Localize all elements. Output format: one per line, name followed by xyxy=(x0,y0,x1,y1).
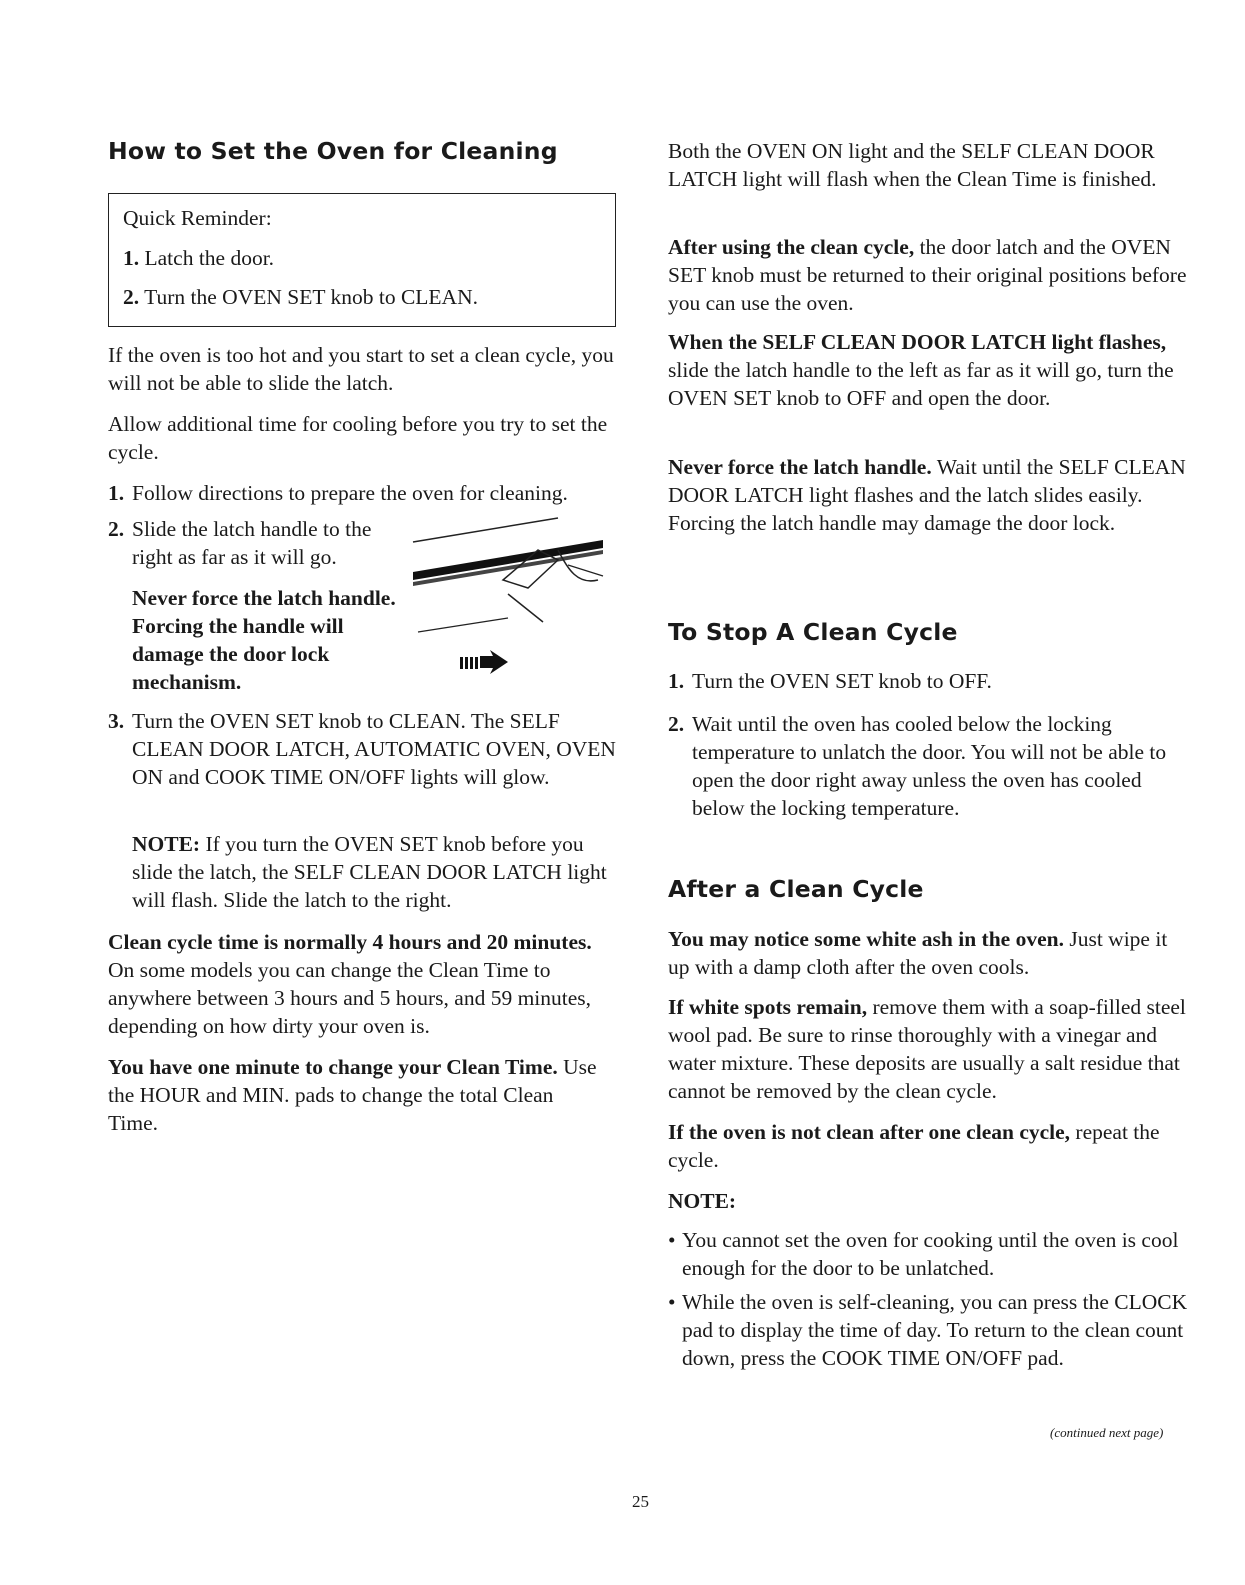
cooling-paragraph: Allow additional time for cooling before you try to set the cycle. xyxy=(108,412,608,464)
quick-reminder-step-1: 1. Latch the door. xyxy=(123,246,275,270)
white-spots-paragraph: If white spots remain, remove them with a soap-filled steel wool pad. Be sure to rinse thoroughly with a vinegar and water mixture. These deposits are usually a salt residue that cannot be removed by the clean cycle. xyxy=(668,995,1186,1103)
step-1: 1. Follow directions to prepare the oven for cleaning. xyxy=(108,481,568,505)
step-2-warning: Never force the latch handle. Forcing the handle will damage the door lock mechanism. xyxy=(132,586,396,694)
stop-step-2: 2. Wait until the oven has cooled below the locking temperature to unlatch the door. You will not be able to open the door right away unless the oven has cooled below the locking temperature. xyxy=(668,712,1167,820)
section-heading-stop-clean-cycle: To Stop A Clean Cycle xyxy=(668,618,958,646)
quick-reminder-box xyxy=(108,193,616,327)
white-ash-paragraph: You may notice some white ash in the oven. Just wipe it up with a damp cloth after the oven cools. xyxy=(668,927,1168,979)
continued-next-page: (continued next page) xyxy=(1050,1425,1164,1440)
section-heading-after-clean-cycle: After a Clean Cycle xyxy=(668,875,924,903)
step-2: 2. Slide the latch handle to the right as far as it will go. xyxy=(108,517,372,569)
page-number: 25 xyxy=(632,1492,649,1511)
clean-time-paragraph: Clean cycle time is normally 4 hours and 20 minutes. On some models you can change the Clean Time to anywhere between 3 hours and 5 hours, and 59 minutes, depending on how dirty your oven is. xyxy=(108,930,592,1038)
note-bullet-2: • While the oven is self-cleaning, you can press the CLOCK pad to display the time of day. To return to the clean count down, press the COOK TIME ON/OFF pad. xyxy=(668,1290,1188,1370)
too-hot-paragraph: If the oven is too hot and you start to set a clean cycle, you will not be able to slide the latch. xyxy=(108,343,614,395)
stop-step-1: 1. Turn the OVEN SET knob to OFF. xyxy=(668,669,992,693)
not-clean-paragraph: If the oven is not clean after one clean cycle, repeat the cycle. xyxy=(668,1120,1160,1172)
note-bullet-1: • You cannot set the oven for cooking until the oven is cool enough for the door to be unlatched. xyxy=(668,1228,1179,1280)
change-clean-time-paragraph: You have one minute to change your Clean Time. Use the HOUR and MIN. pads to change the total Clean Time. xyxy=(108,1055,597,1135)
latch-handle-illustration xyxy=(408,510,613,685)
clean-time-finished-paragraph: Both the OVEN ON light and the SELF CLEAN DOOR LATCH light will flash when the Clean Time is finished. xyxy=(668,139,1157,191)
latch-flashes-paragraph: When the SELF CLEAN DOOR LATCH light flashes, slide the latch handle to the left as far as it will go, turn the OVEN SET knob to OFF and open the door. xyxy=(668,330,1174,410)
step-3-note: NOTE: If you turn the OVEN SET knob before you slide the latch, the SELF CLEAN DOOR LATCH light will flash. Slide the latch to the right. xyxy=(132,832,607,912)
section-heading-set-oven-cleaning: How to Set the Oven for Cleaning xyxy=(108,137,558,165)
quick-reminder-step-2: 2. Turn the OVEN SET knob to CLEAN. xyxy=(123,285,478,309)
never-force-paragraph: Never force the latch handle. Wait until the SELF CLEAN DOOR LATCH light flashes and the latch slides easily. Forcing the latch handle may damage the door lock. xyxy=(668,455,1186,535)
after-using-paragraph: After using the clean cycle, the door latch and the OVEN SET knob must be returned to their original positions before you can use the oven. xyxy=(668,235,1187,315)
step-3: 3. Turn the OVEN SET knob to CLEAN. The SELF CLEAN DOOR LATCH, AUTOMATIC OVEN, OVEN ON and COOK TIME ON/OFF lights will glow. xyxy=(108,709,616,789)
note-label: NOTE: xyxy=(668,1189,737,1213)
quick-reminder-title: Quick Reminder: xyxy=(123,206,272,230)
